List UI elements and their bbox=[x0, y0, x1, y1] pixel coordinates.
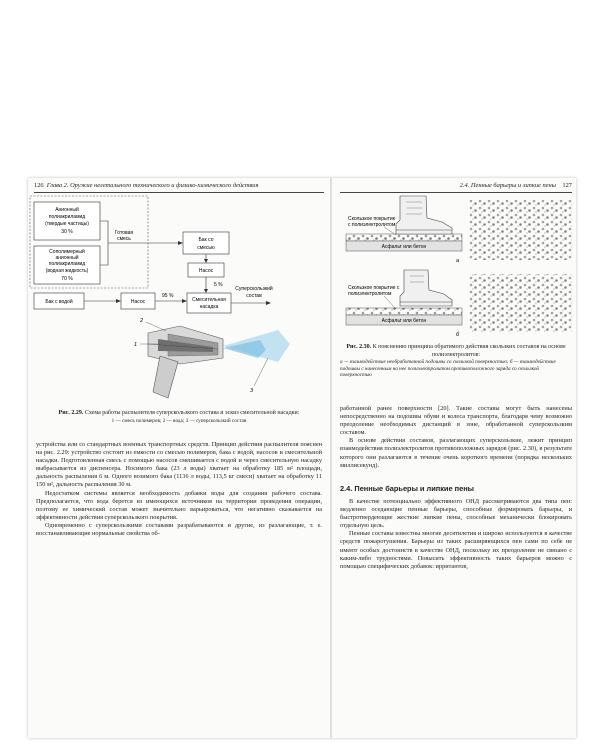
nozzle-num-3: 3 bbox=[250, 388, 254, 394]
top-coating-line-1: Скользкое покрытие bbox=[348, 216, 396, 222]
figure-2-30 bbox=[334, 192, 576, 342]
left-paragraph-2: Недостатком системы является необходимость добавки воды для создания рабочего состава. Предполагается, что вода берется из имеющихся источников на территории проведения операции, поэтому ее химический состав может значительно варьироваться, что негативно сказывается на эффективности действия суперскользкого покрытия. bbox=[36, 489, 322, 521]
left-running-head: Глава 2. Оружие нелетального технического и физико-химического действия bbox=[46, 182, 259, 189]
copolymer-box-line-5: 70 % bbox=[61, 276, 73, 282]
right-paragraph-4: Пенные составы известны многие десятилетия и широко используются в качестве средств пожаротушения. Барьеры из таких расширяющихся пен сами по себе не имеют особых достоинств в качестве ОНД, поскольку их преодоление не связано с каким-либо трудностями. Повысить эффективность таких барьеров можно с помощью специфических добавок: ирритантов, bbox=[340, 530, 572, 570]
output-label-1: Суперскользкий bbox=[235, 286, 273, 292]
left-page bbox=[28, 178, 328, 738]
nozzle-num-1: 1 bbox=[134, 342, 138, 348]
top-coating-line-2: с полиэлектролитом bbox=[348, 222, 396, 228]
left-paragraph-1: устройства или со стандартных военных транспортных средств. Принцип действия распылителя пояснен на рис. 2.29: устройство состоит из емкости со смесью полимеров, бака с водой, насосов и смесительной насадки. Подготовленная смесь с помощью насосов смешивается с водой и через смесительную насадку выбрасывается из диспенсера. Носимого бака (23 л воды) хватает на обработку 185 м² площади, дальность распыления 6 м. Одного возимого бака (1136 л воды, 113,5 кг смеси) хватает на обработку 11 150 м², дальность распыления 30 м. bbox=[36, 441, 322, 489]
tank-water-label: Бак с водой bbox=[45, 299, 73, 305]
book-gutter bbox=[330, 178, 332, 738]
top-surface-label: Асфальт или бетон bbox=[381, 244, 427, 250]
right-page-body-bottom bbox=[340, 498, 572, 571]
anionic-box-line-3: (твердые частицы) bbox=[45, 221, 89, 227]
right-page-number: 127 bbox=[562, 182, 572, 189]
figure-2-29 bbox=[28, 192, 328, 414]
figure-2-29-caption bbox=[36, 410, 322, 424]
right-page bbox=[334, 178, 576, 738]
boot-bottom-icon bbox=[400, 270, 452, 306]
left-paragraph-3: Одновременно с суперскользкими составами разрабатываются и другие, из разлагающие, т. е. восстанавливающие нормальные свойства об- bbox=[36, 521, 322, 538]
mixer-box bbox=[187, 293, 231, 313]
bottom-surface-label: Асфальт или бетон bbox=[381, 318, 427, 324]
anionic-box-line-1: Анионный bbox=[55, 207, 79, 213]
copolymer-box-line-3: полиакриламид bbox=[48, 261, 86, 267]
pct-5-label: 5 % bbox=[214, 282, 223, 288]
nozzle-num-2: 2 bbox=[140, 318, 144, 324]
copolymer-box-line-4: (водная жидкость) bbox=[45, 268, 89, 274]
left-page-body bbox=[36, 441, 322, 538]
anionic-box-line-2: полиакриламид bbox=[48, 214, 86, 220]
left-page-number: 126 bbox=[34, 182, 44, 189]
tank-mix-line-2: смесью bbox=[197, 245, 215, 251]
ready-mix-label-1: Готовая bbox=[114, 230, 134, 236]
anionic-box-line-4: 30 % bbox=[61, 229, 73, 235]
caption-2-29-legend: 1 — смесь полимеров; 2 — вода; 3 — суперскользкий состав bbox=[111, 417, 247, 424]
caption-2-30-label: Рис. 2.30. bbox=[346, 344, 372, 350]
copolymer-box-line-2: анионный bbox=[55, 255, 79, 261]
pump-bottom-label: Насос bbox=[130, 299, 146, 305]
pump-top-label: Насос bbox=[198, 268, 214, 274]
panel-b-label: б bbox=[456, 332, 460, 338]
boot-top-icon bbox=[396, 196, 452, 234]
pct-95-label: 95 % bbox=[162, 293, 174, 299]
mixer-line-1: Смесительная bbox=[192, 297, 226, 303]
figure-2-30-caption bbox=[340, 344, 572, 378]
molecules-top bbox=[468, 200, 572, 260]
right-paragraph-2: В основе действия составов, разлагающих суперскользкие, лежит принцип взаимодействия полиэлектролитов противоположных зарядов (рис. 2.30), в результате которого они разлагаются в течение очень короткого времени (порядка нескольких миллисекунд). bbox=[340, 437, 572, 469]
right-running-head: 2.4. Пенные барьеры и липкие пены bbox=[459, 182, 557, 189]
ready-mix-label-2: смесь bbox=[117, 236, 131, 242]
bottom-coating-line-1: Скользкое покрытие с bbox=[348, 285, 400, 291]
section-heading: 2.4. Пенные барьеры и липкие пены bbox=[340, 484, 474, 493]
molecules-bottom bbox=[468, 274, 572, 332]
copolymer-box-line-1: Сополимерный bbox=[49, 249, 85, 255]
mixer-line-2: насадка bbox=[199, 304, 219, 310]
book-spread bbox=[28, 178, 576, 738]
right-paragraph-1: работанной ранее поверхности [20]. Такие составы могут быть нанесены непосредственно на подошвы обуви и колеса транспорта, благодаря чему возможно преодоление необходимых дистанций в зоне, обработанной суперскользким составом. bbox=[340, 405, 572, 437]
right-page-body-top bbox=[340, 405, 572, 470]
nozzle-sketch bbox=[134, 318, 290, 398]
panel-a-label: а bbox=[456, 258, 460, 264]
caption-2-29-title: Схема работы распылителя суперскользкого состава и эскиз смесительной насадки: bbox=[84, 410, 300, 416]
right-paragraph-3: В качестве потенциально эффективного ОНД рассматриваются два типа пен: медленно оседающие пенные барьеры, способные формировать барьеры, и быстротвердеющие жесткие липкие пены, способные механически блокировать отдельную цель. bbox=[340, 498, 572, 530]
bottom-coating-line-2: полиэлектролитом bbox=[348, 291, 392, 297]
caption-2-30-legend: а — взаимодействие необработанной подошвы со скользкой поверхностью; б — взаимодействие подошвы с нанесенным на нее полиэлектролитом противоположного заряда со скользкой поверхностью bbox=[340, 359, 556, 378]
tank-mix-line-1: Бак со bbox=[198, 237, 214, 243]
output-label-2: состав bbox=[246, 293, 262, 299]
caption-2-30-title: К пояснению принципа обратимого действия скользких составов на основе полиэлектролитов: bbox=[372, 344, 566, 358]
caption-2-29-label: Рис. 2.29. bbox=[58, 410, 84, 416]
